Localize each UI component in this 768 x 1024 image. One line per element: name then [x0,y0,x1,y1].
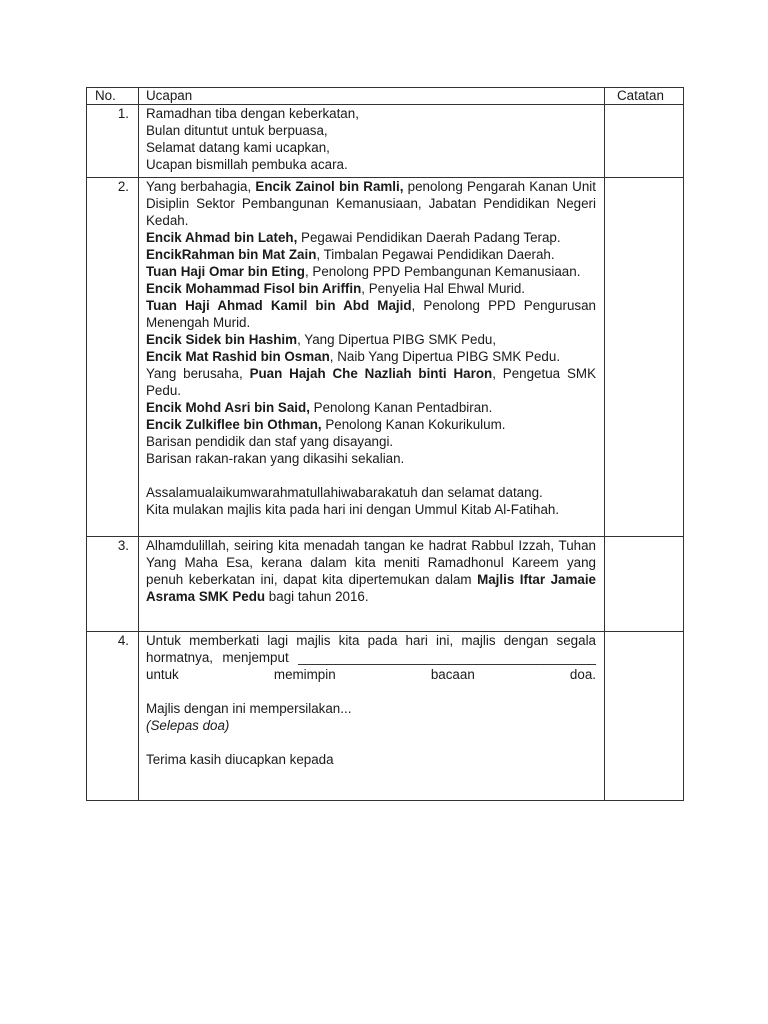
guest-entry: Encik Mohd Asri bin Said, Penolong Kanan Pentadbiran. [146,400,493,415]
guest-entry: Encik Sidek bin Hashim, Yang Dipertua PIBG SMK Pedu, [146,332,497,347]
invitation-paragraph: Untuk memberkati lagi majlis kita pada hari ini, majlis dengan segala hormatnya, menjemput ________________________________________ untuk memimpin bacaan doa. [146,633,596,682]
invitation-line: Majlis dengan ini mempersilakan... [146,701,352,716]
pantun-line: Selamat datang kami ucapkan, [146,140,330,155]
header-catatan: Catatan [605,88,684,105]
table-row [87,537,684,632]
guest-name: Puan Hajah Che Nazliah binti Haron [249,366,493,381]
notes-cell [605,537,684,632]
thanks-line: Terima kasih diucapkan kepada [146,752,334,767]
guest-entry: Tuan Haji Ahmad Kamil bin Abd Majid, Penolong PPD Pengurusan Menengah Murid. [146,298,596,330]
guest-entry: Encik Ahmad bin Lateh, Pegawai Pendidikan Daerah Padang Terap. [146,230,561,245]
row-number: 3. [87,537,139,632]
guest-entry: Encik Mat Rashid bin Osman, Naib Yang Dipertua PIBG SMK Pedu. [146,349,561,364]
row-number: 4. [87,632,139,801]
speech-cell [139,537,605,632]
guest-entry: Tuan Haji Omar bin Eting, Penolong PPD Pembangunan Kemanusiaan. [146,264,581,279]
row-number: 1. [87,105,139,178]
notes-cell [605,178,684,537]
guest-name: EncikRahman bin Mat Zain [146,247,317,262]
table-row [87,632,684,801]
pantun-line: Bulan dituntut untuk berpuasa, [146,123,328,138]
opening-paragraph: Kita mulakan majlis kita pada hari ini dengan Ummul Kitab Al-Fatihah. [146,502,560,517]
speech-cell [139,105,605,178]
guest-entry: Encik Mohammad Fisol bin Ariffin, Penyelia Hal Ehwal Murid. [146,281,526,296]
table-row [87,105,684,178]
header-ucapan: Ucapan [139,88,605,105]
pantun-line: Ucapan bismillah pembuka acara. [146,157,348,172]
greeting-paragraph: Assalamualaikumwarahmatullahiwabarakatuh dan selamat datang. [146,485,543,500]
guest-name: Tuan Haji Ahmad Kamil bin Abd Majid [146,298,412,313]
guest-entry: Barisan rakan-rakan yang dikasihi sekalian. [146,451,405,466]
guest-name: Encik Mohammad Fisol bin Ariffin [146,281,362,296]
guest-entry: EncikRahman bin Mat Zain, Timbalan Pegawai Pendidikan Daerah. [146,247,555,262]
guest-entry: Barisan pendidik dan staf yang disayangi. [146,434,394,449]
guest-entry: Encik Zulkiflee bin Othman, Penolong Kanan Kokurikulum. [146,417,506,432]
guest-name: Encik Mohd Asri bin Said, [146,400,310,415]
guest-name: Encik Mat Rashid bin Osman [146,349,330,364]
header-no: No. [87,88,139,105]
gratitude-paragraph: Alhamdulillah, seiring kita menadah tangan ke hadrat Rabbul Izzah, Tuhan Yang Maha Esa, kerana dalam kita meniti Ramadhonul Kareem yang penuh keberkatan ini, dapat kita dipertemukan dalam Majlis Iftar Jamaie Asrama SMK Pedu bagi tahun 2016. [146,538,596,604]
notes-cell [605,632,684,801]
guest-entry: Yang berusaha, Puan Hajah Che Nazliah binti Haron, Pengetua SMK Pedu. [146,366,596,398]
speech-table [86,87,684,801]
row-number: 2. [87,178,139,537]
guest-entry: Yang berbahagia, Encik Zainol bin Ramli, penolong Pengarah Kanan Unit Disiplin Sektor Pembangunan Kemanusiaan, Jabatan Pendidikan Negeri Kedah. [146,179,596,228]
after-prayer-note: (Selepas doa) [146,718,230,733]
guest-name: Encik Sidek bin Hashim [146,332,298,347]
speech-cell [139,178,605,537]
table-row [87,178,684,537]
guest-name: Encik Ahmad bin Lateh, [146,230,298,245]
guest-name: Encik Zainol bin Ramli, [255,179,404,194]
speech-cell [139,632,605,801]
table-header-row [87,88,684,105]
event-name: Majlis Iftar Jamaie Asrama SMK Pedu [146,572,596,604]
guest-name: Tuan Haji Omar bin Eting [146,264,305,279]
pantun-line: Ramadhan tiba dengan keberkatan, [146,106,359,121]
notes-cell [605,105,684,178]
guest-name: Encik Zulkiflee bin Othman, [146,417,322,432]
